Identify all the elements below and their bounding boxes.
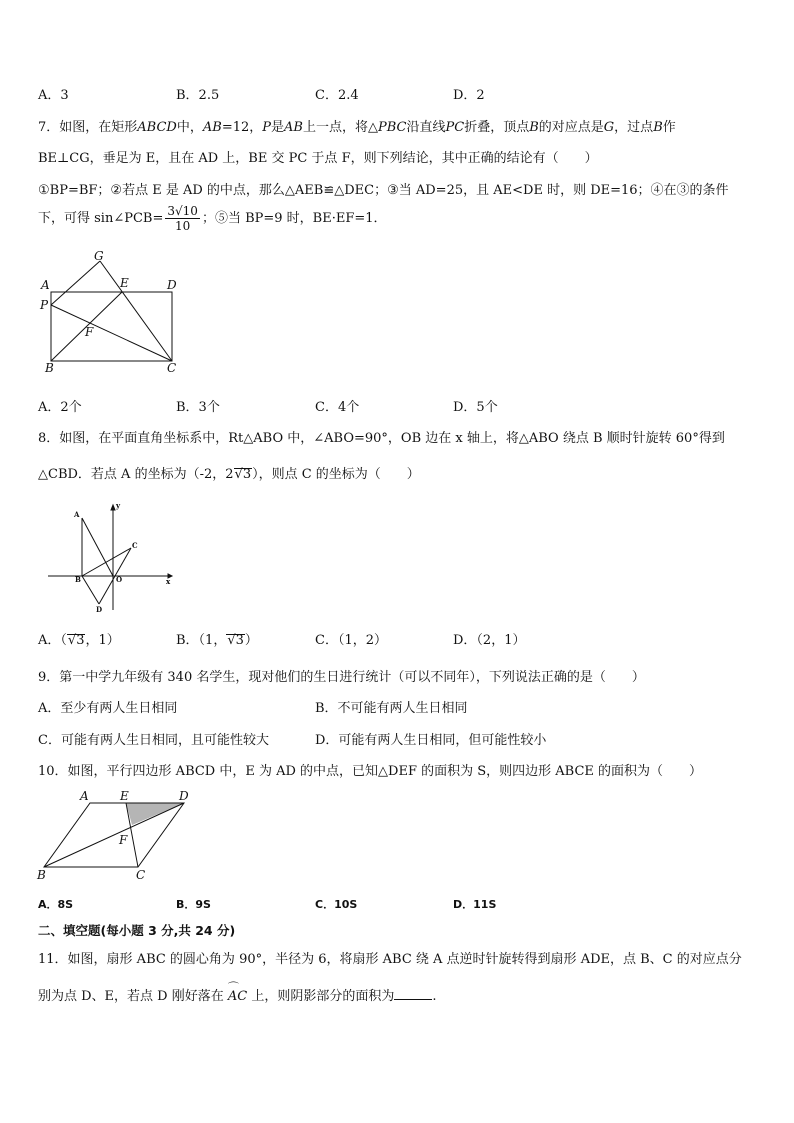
segment-bc bbox=[82, 548, 131, 576]
sqrt: √3 bbox=[67, 633, 85, 648]
text: 是 bbox=[271, 120, 285, 135]
label-a: A bbox=[80, 789, 89, 803]
label-a: A bbox=[41, 278, 50, 292]
q7-stem-line4 bbox=[38, 204, 387, 233]
label-a: A bbox=[74, 510, 80, 519]
text: ABCD bbox=[137, 120, 177, 135]
q9-option-b: B．不可能有两人生日相同 bbox=[315, 701, 468, 716]
label-o: O bbox=[116, 575, 123, 584]
q8-option-a bbox=[38, 629, 120, 648]
label-c: C bbox=[136, 868, 146, 882]
q7-option-c: C．4个 bbox=[315, 400, 360, 415]
sqrt: √3 bbox=[227, 633, 244, 648]
label-f: F bbox=[85, 325, 94, 339]
text: PBC bbox=[377, 120, 407, 135]
text: ） bbox=[244, 633, 258, 648]
text: AB bbox=[284, 120, 303, 135]
q10-option-d: D．11S bbox=[453, 898, 497, 911]
text: 作 bbox=[662, 120, 676, 135]
segment-gc bbox=[100, 261, 172, 361]
q10-parallelogram-figure bbox=[34, 787, 199, 883]
shaded-triangle-def bbox=[126, 803, 184, 825]
q7-stem-line1 bbox=[38, 116, 676, 135]
label-y: y bbox=[116, 501, 121, 510]
arc-ac: ⌒ AC bbox=[228, 989, 247, 1004]
label-e: E bbox=[120, 276, 129, 290]
label-d: D bbox=[167, 278, 177, 292]
q9-option-c: C．可能有两人生日相同，且可能性较大 bbox=[38, 733, 269, 748]
sqrt: √3 bbox=[234, 467, 252, 482]
text: B bbox=[529, 120, 539, 135]
text: 的对应点是 bbox=[538, 120, 604, 135]
label-b: B bbox=[37, 868, 46, 882]
q9-option-d: D．可能有两人生日相同，但可能性较小 bbox=[315, 733, 547, 748]
text: . bbox=[432, 989, 437, 1004]
label-c: C bbox=[132, 541, 138, 550]
q8-stem-line2 bbox=[38, 463, 420, 482]
q7-option-a: A．2个 bbox=[38, 400, 82, 415]
q6-option-b: B．2.5 bbox=[176, 88, 220, 103]
text: ，1） bbox=[85, 633, 120, 648]
label-c: C bbox=[167, 361, 177, 375]
text: 别为点 D、E，若点 D 刚好落在 bbox=[38, 989, 224, 1004]
section-title-fill-in: 二、填空题(每小题 3 分,共 24 分) bbox=[38, 923, 236, 938]
label-g: G bbox=[94, 249, 104, 263]
label-p: P bbox=[40, 298, 49, 312]
q8-stem-line1: 8．如图，在平面直角坐标系中，Rt△ABO 中，∠ABO=90°，OB 边在 x 轴上，将△ABO 绕点 B 顺时针旋转 60°得到 bbox=[38, 431, 725, 446]
text: G bbox=[603, 120, 615, 135]
label-b: B bbox=[75, 575, 81, 584]
text: A．（ bbox=[38, 633, 67, 648]
q6-option-a: A．3 bbox=[38, 88, 69, 103]
label-f: F bbox=[119, 833, 128, 847]
q9-stem: 9．第一中学九年级有 340 名学生，现对他们的生日进行统计（可以不同年），下列说法正确的是（ ） bbox=[38, 670, 645, 685]
q10-option-a: A．8S bbox=[38, 898, 74, 911]
segment-pc bbox=[51, 305, 172, 361]
q6-option-d: D．2 bbox=[453, 88, 485, 103]
label-d: D bbox=[96, 605, 103, 614]
label-e: E bbox=[120, 789, 129, 803]
text: △CBD．若点 A 的坐标为（-2，2 bbox=[38, 467, 234, 482]
text: AB bbox=[202, 120, 222, 135]
q9-option-a: A．至少有两人生日相同 bbox=[38, 701, 178, 716]
radicand: 3 bbox=[235, 633, 244, 648]
radicand: 3 bbox=[76, 633, 85, 648]
text: 下，可得 sin∠PCB= bbox=[38, 211, 164, 226]
label-x: x bbox=[166, 577, 171, 586]
q10-option-c: C．10S bbox=[315, 898, 358, 911]
text: ；⑤当 BP=9 时，BE·EF=1． bbox=[201, 211, 387, 226]
q11-stem-line2 bbox=[38, 985, 437, 1004]
segment-pg bbox=[51, 261, 100, 305]
text: P bbox=[262, 120, 271, 135]
text: 上，则阴影部分的面积为 bbox=[251, 989, 395, 1004]
q8-coordinate-figure bbox=[44, 500, 174, 615]
y-axis-arrow bbox=[111, 505, 115, 510]
label-b: B bbox=[45, 361, 54, 375]
answer-blank[interactable] bbox=[394, 987, 432, 1000]
numerator: 3√10 bbox=[167, 204, 198, 218]
q7-stem-line3: ①BP=BF；②若点 E 是 AD 的中点，那么△AEB≌△DEC；③当 AD=25，且 AE<DE 时，则 DE=16；④在③的条件 bbox=[38, 183, 729, 198]
q8-option-b bbox=[176, 629, 258, 648]
text: 折叠，顶点 bbox=[464, 120, 530, 135]
text: B．（1， bbox=[176, 633, 227, 648]
text: 7．如图，在矩形 bbox=[38, 120, 138, 135]
text: 中， bbox=[176, 120, 203, 135]
q7-rectangle-figure bbox=[36, 248, 186, 376]
q11-stem-line1: 11．如图，扇形 ABC 的圆心角为 90°，半径为 6，将扇形 ABC 绕 A 点逆时针旋转得到扇形 ADE，点 B、C 的对应点分 bbox=[38, 952, 742, 967]
fraction bbox=[165, 204, 200, 233]
diagonal-bd bbox=[44, 803, 184, 867]
q10-stem: 10．如图，平行四边形 ABCD 中，E 为 AD 的中点，已知△DEF 的面积为 S，则四边形 ABCE 的面积为（ ） bbox=[38, 764, 703, 779]
denominator: 10 bbox=[175, 219, 191, 233]
text: PC bbox=[445, 120, 465, 135]
q7-option-d: D．5个 bbox=[453, 400, 498, 415]
q6-option-c: C．2.4 bbox=[315, 88, 359, 103]
label-d: D bbox=[179, 789, 189, 803]
q8-option-c: C．（1，2） bbox=[315, 633, 387, 648]
q8-option-d: D．（2，1） bbox=[453, 633, 526, 648]
radicand: 3 bbox=[242, 467, 252, 482]
text: B bbox=[653, 120, 663, 135]
text: =12， bbox=[221, 120, 263, 135]
text: ），则点 C 的坐标为（ ） bbox=[252, 467, 420, 482]
segment-bd bbox=[82, 576, 99, 604]
text: 沿直线 bbox=[406, 120, 446, 135]
q7-option-b: B．3个 bbox=[176, 400, 220, 415]
q10-option-b: B．9S bbox=[176, 898, 211, 911]
text: ，过点 bbox=[614, 120, 654, 135]
q7-stem-line2: BE⊥CG，垂足为 E，且在 AD 上，BE 交 PC 于点 F，则下列结论，其中正确的结论有（ ） bbox=[38, 151, 598, 166]
text: 上一点，将△ bbox=[302, 120, 378, 135]
